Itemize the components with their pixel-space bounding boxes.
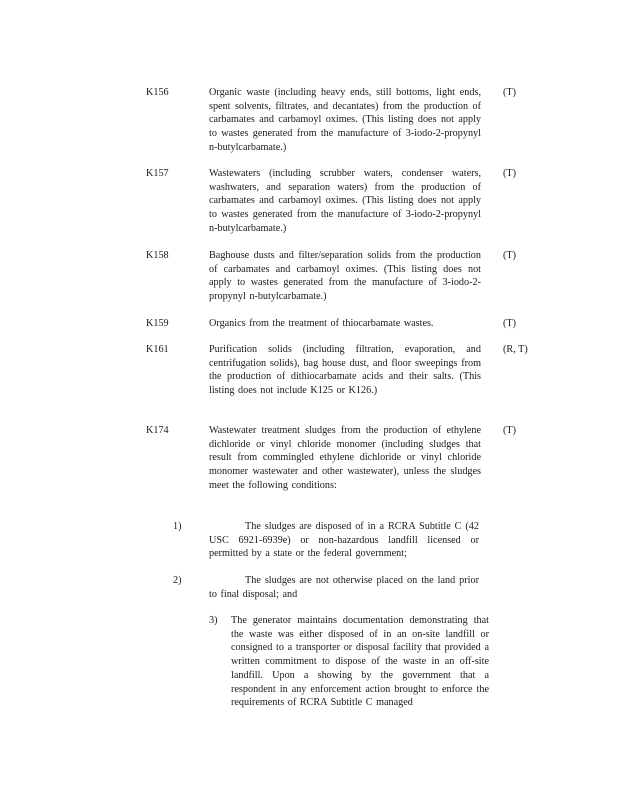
- hazard-code: (T): [503, 425, 517, 436]
- condition-number: 2): [173, 575, 182, 586]
- condition-number: 3): [209, 615, 218, 626]
- hazard-code: (T): [503, 87, 517, 98]
- waste-description: Wastewater treatment sludges from the production of ethylene dichloride or vinyl chloride monomer (including sludges that result from commingled ethylene dichloride or vinyl chloride monomer wastewater and other wastewater), unless the sludges meet the following conditions:: [209, 425, 481, 491]
- waste-description: Baghouse dusts and filter/separation solids from the production of carbamates and carbamoyl oximes. (This listing does not apply to wastes generated from the manufacture of 3-iodo-2-propynyl n-butylcarbamate.): [209, 250, 481, 303]
- hazard-code: (R, T): [503, 344, 528, 355]
- condition-text: The sludges are disposed of in a RCRA Subtitle C (42 USC 6921-6939e) or non-hazardous landfill licensed or permitted by a state or the federal government;: [209, 521, 479, 560]
- waste-code: K158: [146, 250, 169, 261]
- waste-description: Purification solids (including filtration, evaporation, and centrifugation solids), bag house dust, and floor sweepings from the production of dithiocarbamate acids and their salts. (This listing does not include K125 or K126.): [209, 344, 481, 397]
- waste-code: K159: [146, 318, 169, 329]
- hazard-code: (T): [503, 168, 517, 179]
- condition-text: The generator maintains documentation demonstrating that the waste was either disposed of in an on-site landfill or consigned to a transporter or disposal facility that provided a written commitment to dispose of the waste in an off-site landfill. Upon a showing by the government that a respondent in any enforcement action brought to enforce the requirements of RCRA Subtitle C managed: [231, 615, 489, 709]
- waste-code: K156: [146, 87, 169, 98]
- hazard-code: (T): [503, 250, 517, 261]
- waste-description: Organics from the treatment of thiocarbamate wastes.: [209, 318, 434, 329]
- condition-text: The sludges are not otherwise placed on the land prior to final disposal; and: [209, 575, 479, 600]
- condition-number: 1): [173, 521, 182, 532]
- hazard-code: (T): [503, 318, 517, 329]
- waste-code: K157: [146, 168, 169, 179]
- waste-code: K174: [146, 425, 169, 436]
- waste-description: Wastewaters (including scrubber waters, condenser waters, washwaters, and separation waters) from the production of carbamates and carbamoyl oximes. (This listing does not apply to wastes generated from the manufacture of 3-iodo-2-propynyl n-butylcarbamate.): [209, 168, 481, 234]
- waste-description: Organic waste (including heavy ends, still bottoms, light ends, spent solvents, filtrates, and decantates) from the production of carbamates and carbamoyl oximes. (This listing does not apply to wastes generated from the manufacture of 3-iodo-2-propynyl n-butylcarbamate.): [209, 87, 481, 153]
- waste-code: K161: [146, 344, 169, 355]
